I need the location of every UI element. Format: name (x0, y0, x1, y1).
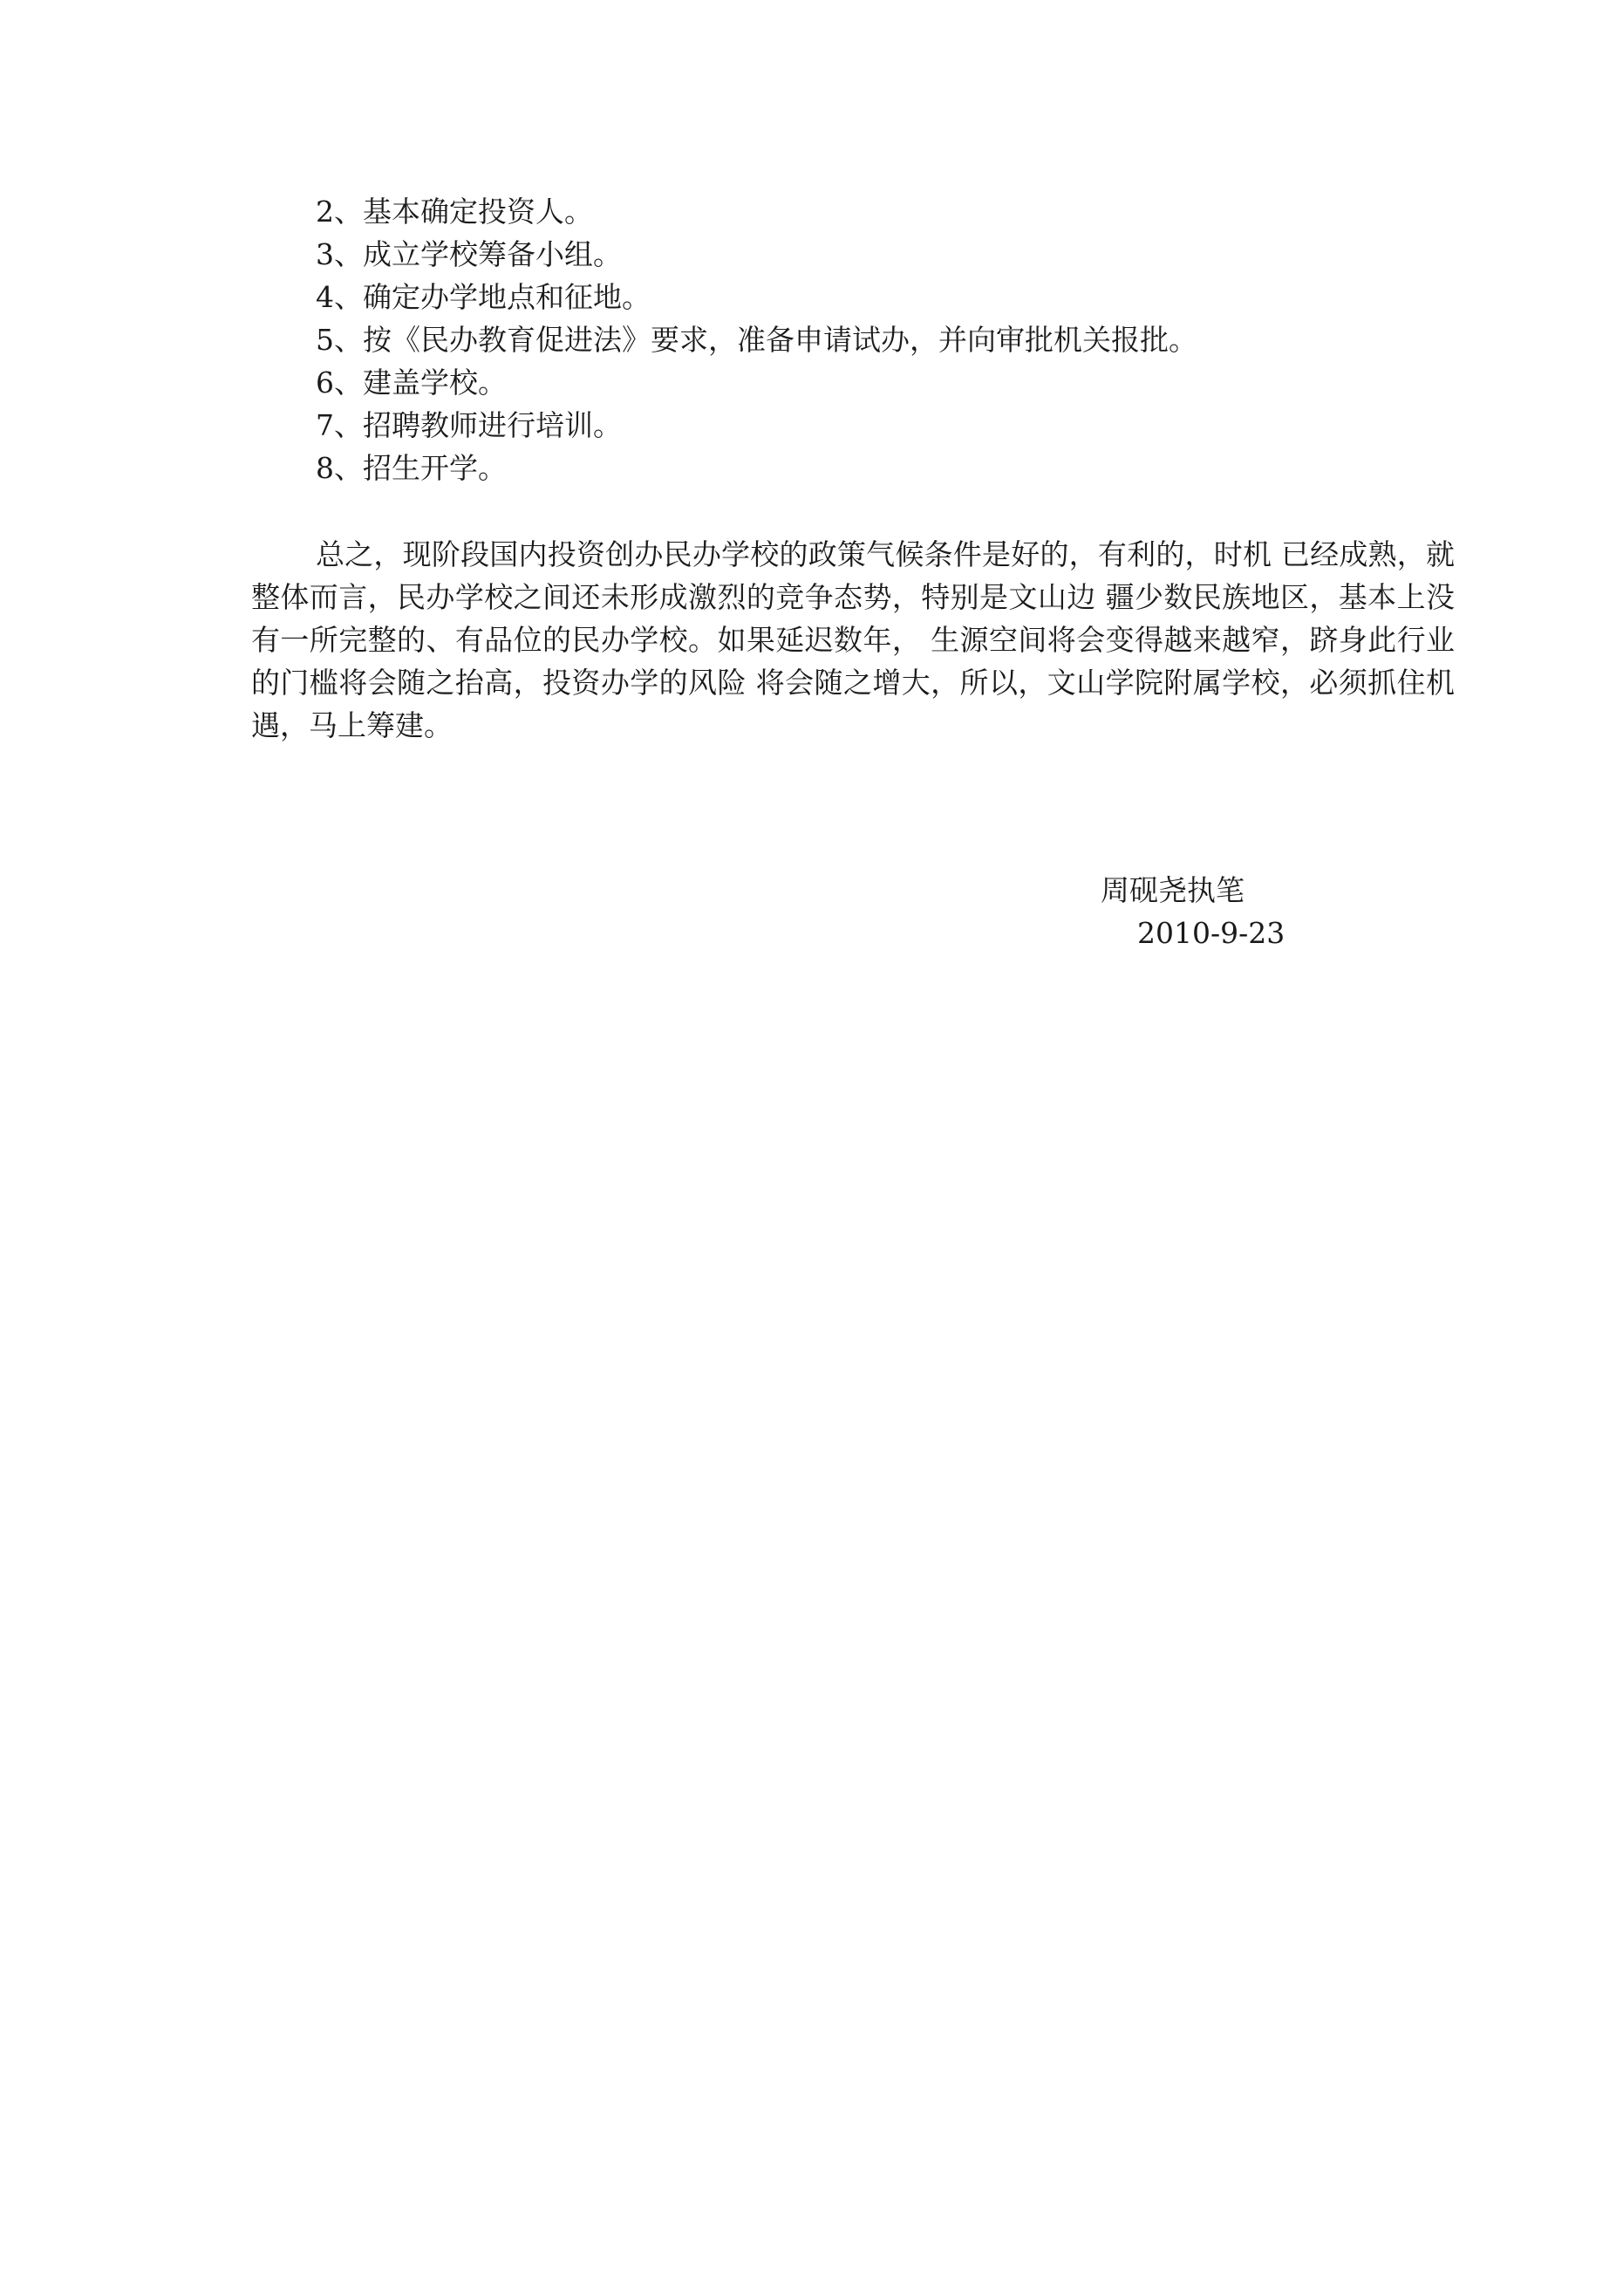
step-item: 3、成立学校筹备小组。 (316, 237, 622, 271)
preparation-steps-list (251, 190, 1455, 489)
step-item: 2、基本确定投资人。 (316, 195, 593, 229)
document-body (251, 190, 1455, 747)
step-item: 7、招聘教师进行培训。 (316, 408, 622, 442)
step-item: 8、招生开学。 (316, 451, 507, 485)
step-item: 6、建盖学校。 (316, 366, 507, 400)
signature-block (1101, 869, 1285, 954)
step-item: 5、按《民办教育促进法》要求，准备申请试办，并向审批机关报批。 (316, 323, 1197, 357)
step-item: 4、确定办学地点和征地。 (316, 280, 651, 314)
signature-author: 周砚尧执笔 (1101, 873, 1245, 907)
signature-date: 2010-9-23 (1137, 916, 1285, 950)
conclusion-paragraph: 总之，现阶段国内投资创办民办学校的政策气候条件是好的，有利的，时机 已经成熟，就整体而言，民办学校之间还未形成激烈的竞争态势，特别是文山边 疆少数民族地区，基本上没有一所完整的、有品位的民办学校。如果延迟数年， 生源空间将会变得越来越窄，跻身此行业的门槛将会随之抬高，投资办学的风险 将会随之增大，所以，文山学院附属学校，必须抓住机遇，马上筹建。 (251, 537, 1455, 742)
